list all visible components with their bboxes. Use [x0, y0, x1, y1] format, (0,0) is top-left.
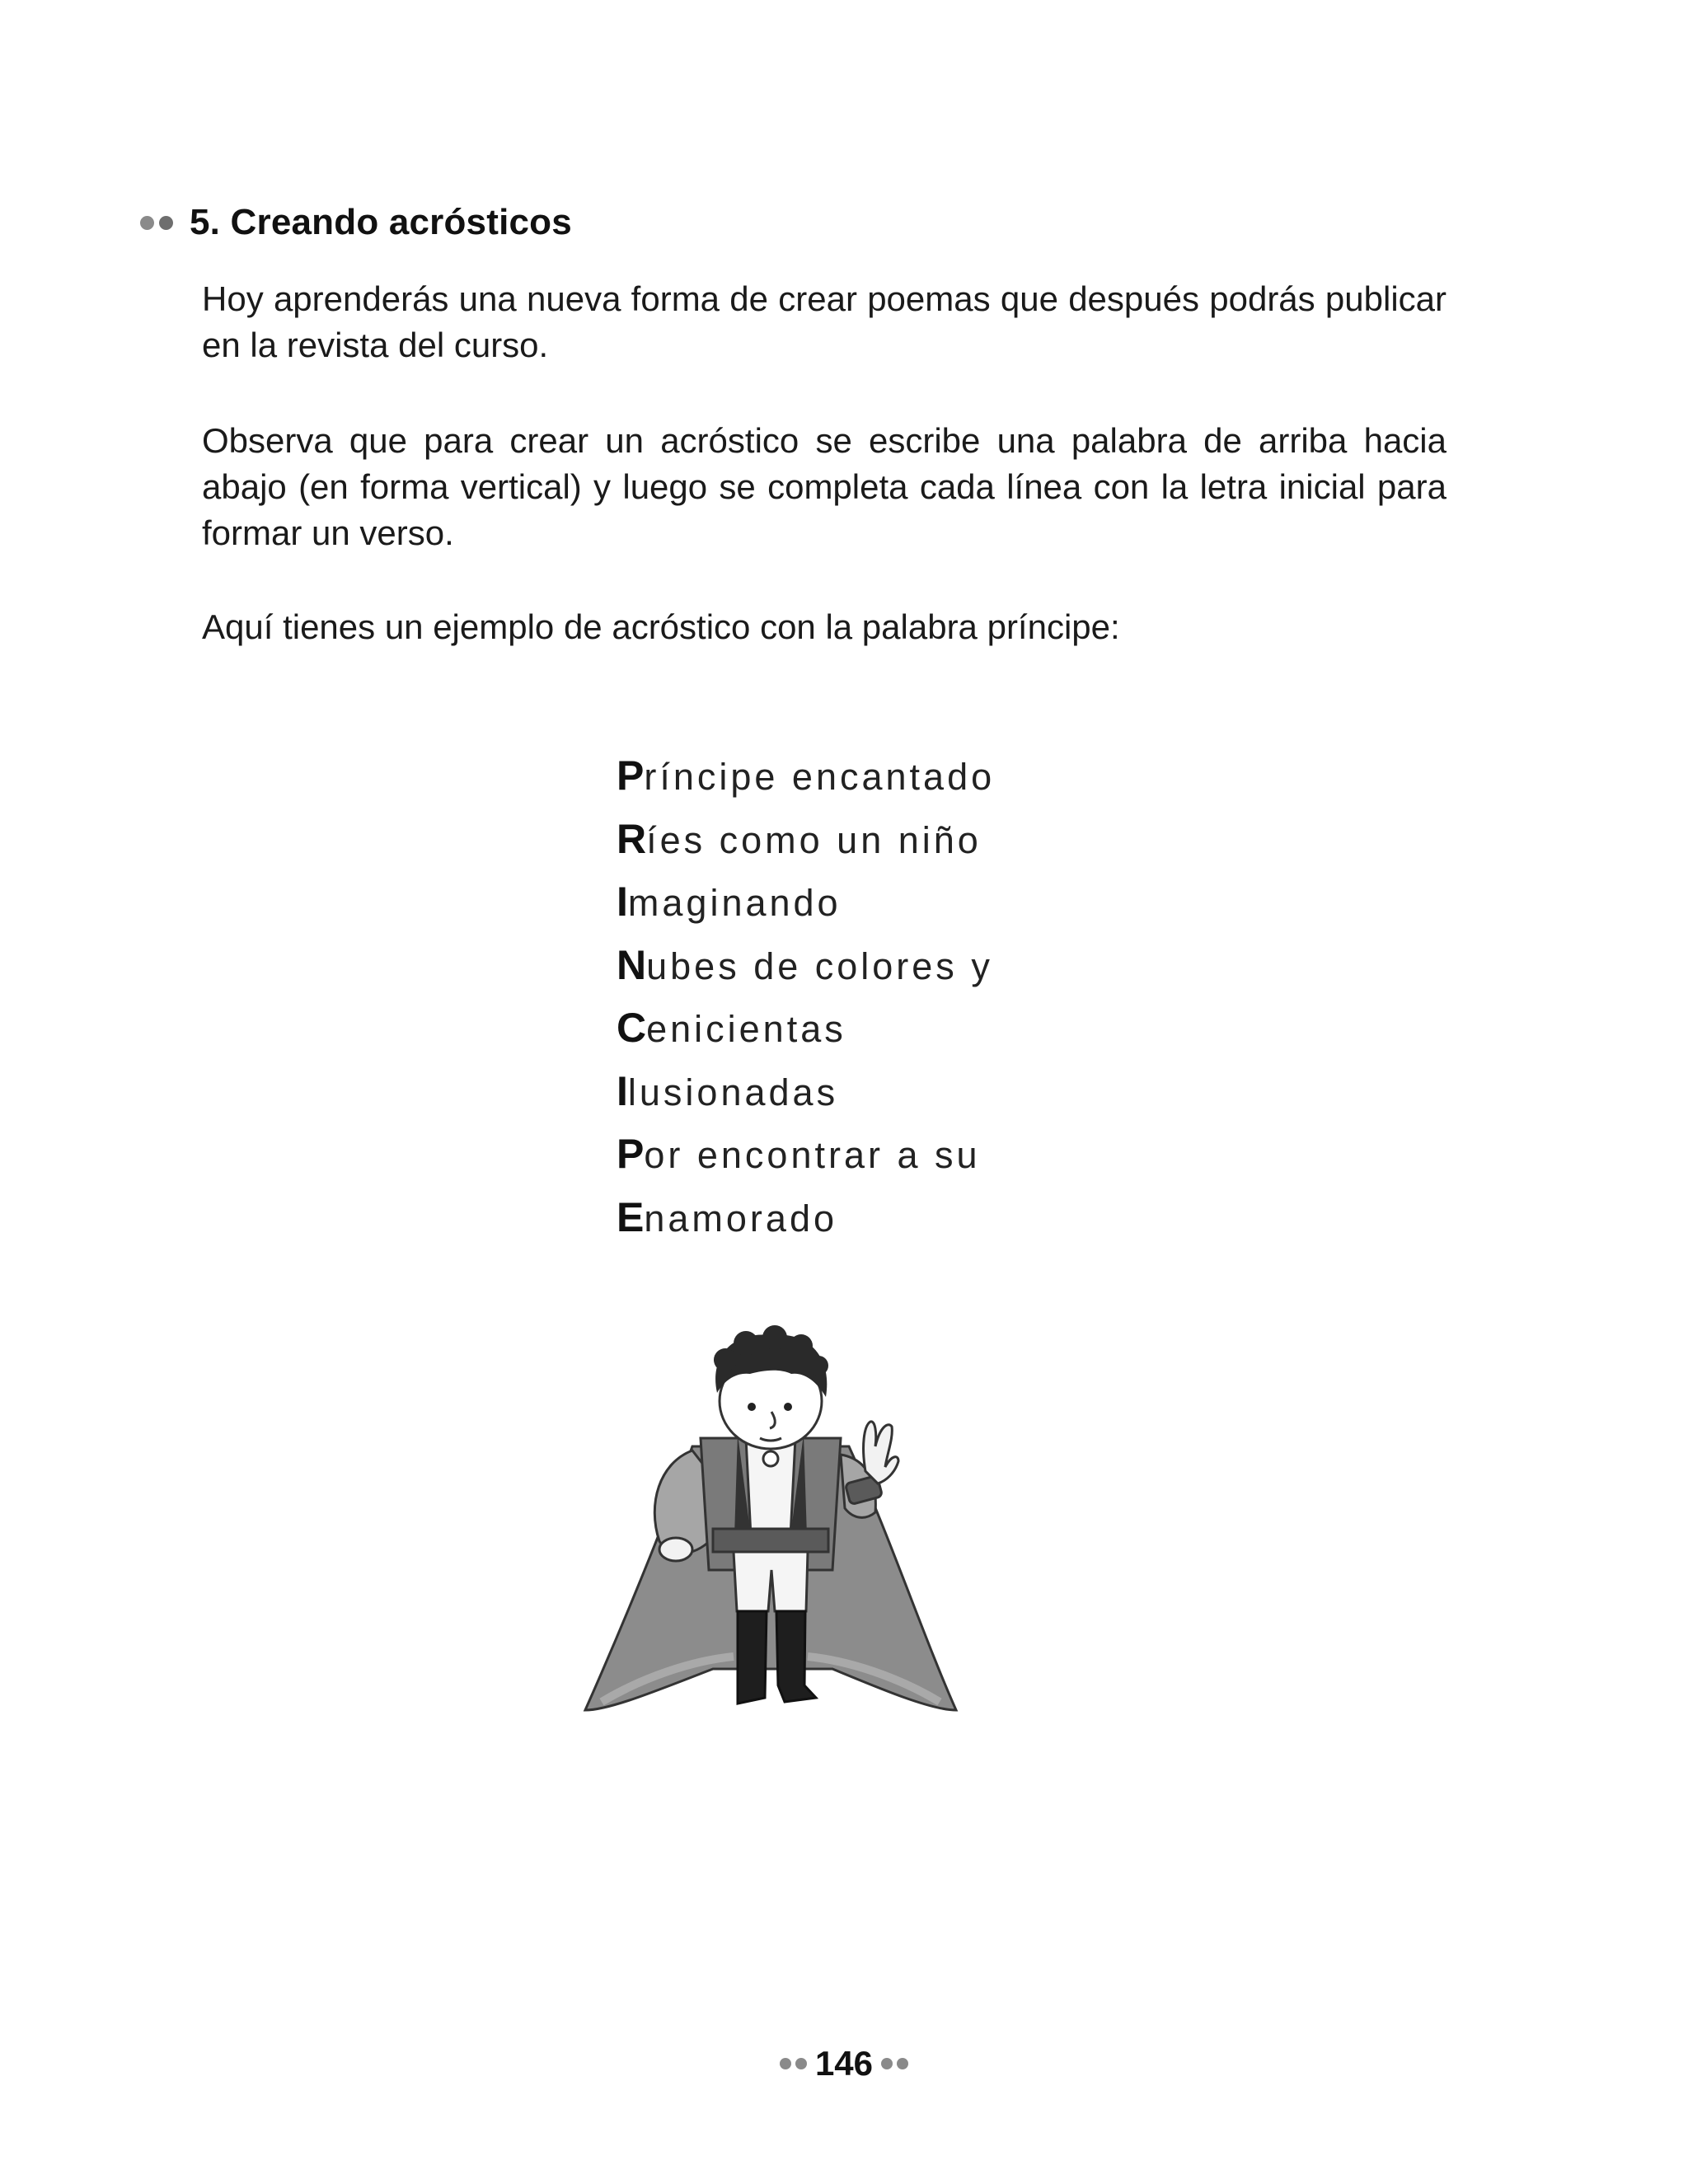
acrostic-initial: I — [617, 1067, 628, 1114]
acrostic-initial: R — [617, 815, 647, 862]
footer-dot-icon — [881, 2058, 893, 2069]
page-number: 146 — [814, 2044, 874, 2083]
bullet-dots-icon — [140, 216, 173, 230]
acrostic-initial: C — [617, 1005, 647, 1051]
example-intro-paragraph: Aquí tienes un ejemplo de acróstico con la palabra príncipe: — [202, 607, 1120, 646]
acrostic-line — [617, 1122, 995, 1186]
acrostic-verse: íes como un niño — [646, 818, 982, 861]
acrostic-line — [617, 744, 995, 808]
acrostic-initial: P — [617, 1131, 645, 1177]
acrostic-initial: P — [617, 752, 645, 799]
acrostic-verse: namorado — [644, 1197, 837, 1240]
acrostic-poem — [617, 744, 995, 1249]
acrostic-verse: ríncipe encantado — [644, 756, 996, 798]
bullet-dot-icon — [140, 216, 154, 230]
acrostic-verse: maginando — [627, 882, 842, 924]
acrostic-line — [617, 1186, 995, 1249]
acrostic-line — [617, 934, 995, 997]
acrostic-verse: enicientas — [646, 1008, 846, 1050]
acrostic-verse: or encontrar a su — [644, 1134, 981, 1176]
section-heading — [140, 202, 572, 243]
intro-paragraph: Hoy aprenderás una nueva forma de crear poemas que después podrás publicar en la revista del curso. — [202, 279, 1447, 364]
acrostic-line — [617, 1060, 995, 1123]
footer-dot-icon — [795, 2058, 807, 2069]
acrostic-initial: N — [617, 941, 647, 988]
acrostic-line — [617, 996, 995, 1060]
acrostic-line — [617, 870, 995, 934]
footer-dots-icon — [881, 2058, 908, 2069]
acrostic-line — [617, 808, 995, 871]
bullet-dot-icon — [159, 216, 173, 230]
acrostic-verse: ubes de colores y — [646, 944, 993, 987]
acrostic-verse: lusionadas — [627, 1071, 839, 1113]
acrostic-initial: I — [617, 879, 628, 925]
acrostic-initial: E — [617, 1193, 645, 1240]
explanation-paragraph: Observa que para crear un acróstico se escribe una palabra de arriba hacia abajo (en forma vertical) y luego se completa cada línea con la letra inicial para formar un verso. — [202, 421, 1447, 552]
page-footer — [0, 2044, 1688, 2083]
footer-dot-icon — [897, 2058, 908, 2069]
footer-dot-icon — [780, 2058, 791, 2069]
section-title: 5. Creando acrósticos — [190, 202, 572, 242]
footer-dots-icon — [780, 2058, 807, 2069]
little-prince-illustration — [569, 1323, 973, 1788]
